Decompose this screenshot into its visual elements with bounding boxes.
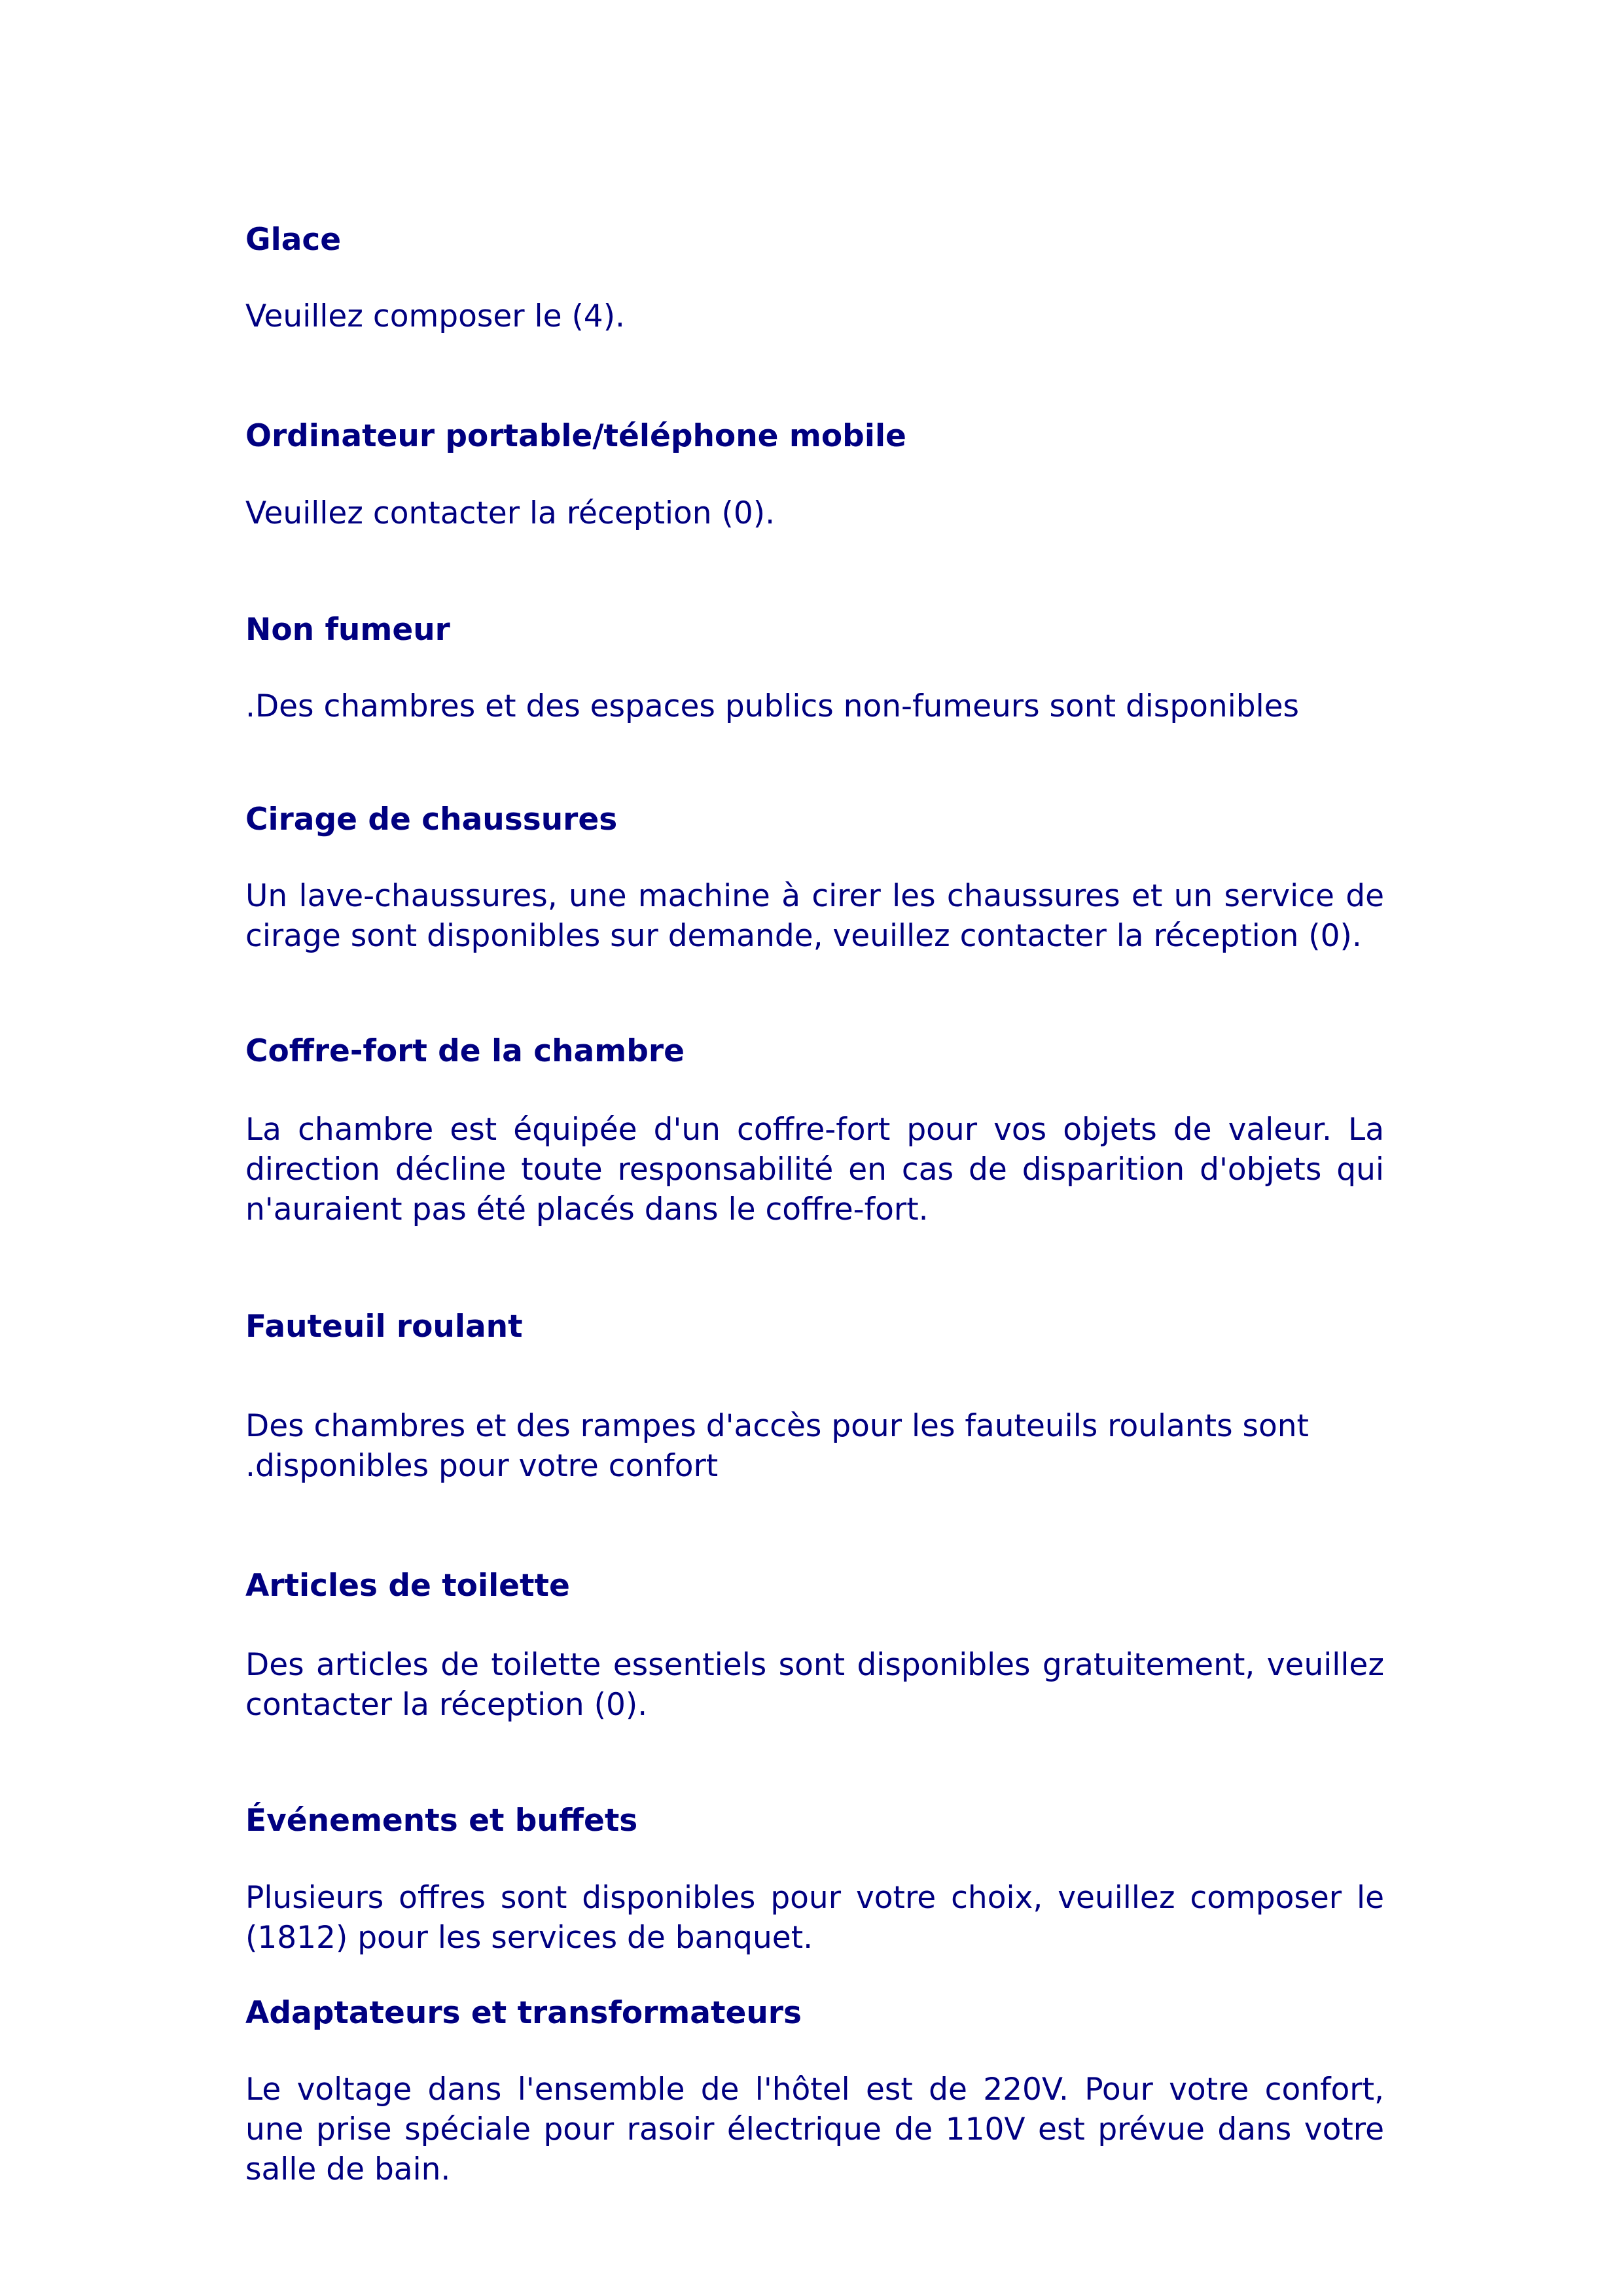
paragraph-glace: Veuillez composer le (4). xyxy=(245,298,625,334)
heading-glace: Glace xyxy=(245,222,342,258)
heading-evenements: Événements et buffets xyxy=(245,1803,638,1839)
paragraph-coffre-fort: La chambre est équipée d'un coffre-fort pour vos objets de valeur. La direction décline toute responsabilité en cas de disparition d'objets qui n'auraient pas été placés dans le coffre-fort. xyxy=(245,1112,1384,1227)
heading-toilette: Articles de toilette xyxy=(245,1568,570,1604)
heading-ordinateur: Ordinateur portable/téléphone mobile xyxy=(245,418,906,454)
heading-coffre-fort: Coffre-fort de la chambre xyxy=(245,1033,685,1069)
heading-cirage: Cirage de chaussures xyxy=(245,802,618,838)
paragraph-ordinateur: Veuillez contacter la réception (0). xyxy=(245,495,776,531)
paragraph-toilette: Des articles de toilette essentiels sont disponibles gratuitement, veuillez contacter la réception (0). xyxy=(245,1647,1384,1723)
heading-adaptateurs: Adaptateurs et transformateurs xyxy=(245,1995,802,2031)
heading-fauteuil: Fauteuil roulant xyxy=(245,1309,523,1345)
paragraph-non-fumeur: .Des chambres et des espaces publics non-fumeurs sont disponibles xyxy=(245,688,1300,724)
paragraph-cirage: Un lave-chaussures, une machine à cirer les chaussures et un service de cirage sont disponibles sur demande, veuillez contacter la réception (0). xyxy=(245,878,1384,954)
paragraph-fauteuil-line-1: Des chambres et des rampes d'accès pour les fauteuils roulants sont xyxy=(245,1408,1309,1444)
paragraph-evenements: Plusieurs offres sont disponibles pour votre choix, veuillez composer le (1812) pour les services de banquet. xyxy=(245,1880,1384,1956)
paragraph-adaptateurs: Le voltage dans l'ensemble de l'hôtel est de 220V. Pour votre confort, une prise spéciale pour rasoir électrique de 110V est prévue dans votre salle de bain. xyxy=(245,2072,1384,2187)
paragraph-fauteuil-line-2: .disponibles pour votre confort xyxy=(245,1448,719,1484)
heading-non-fumeur: Non fumeur xyxy=(245,612,450,648)
